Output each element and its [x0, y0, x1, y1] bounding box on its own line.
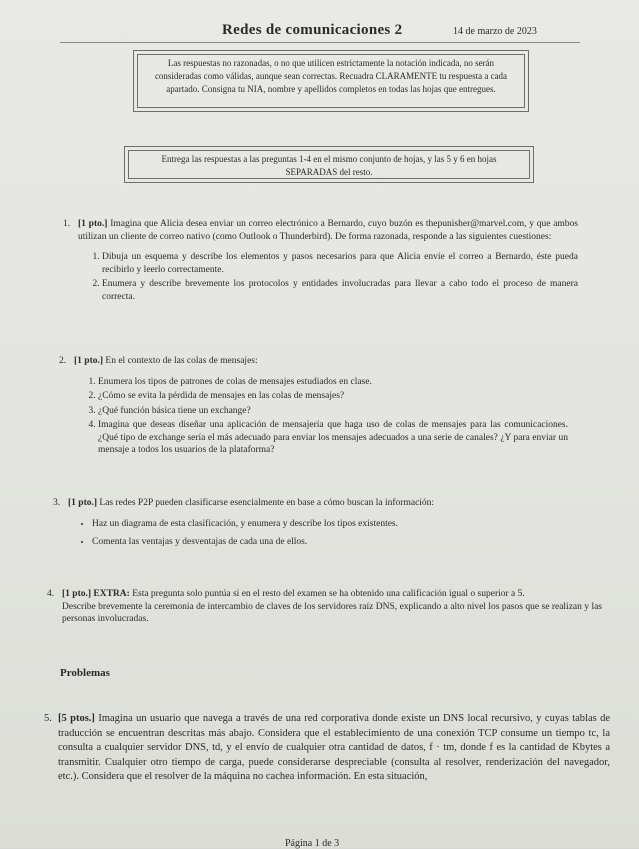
- question-points: [5 ptos.]: [58, 713, 95, 724]
- question-text: Las redes P2P pueden clasificarse esencialmente en base a cómo buscan la información:: [99, 498, 435, 508]
- question-points: [1 pto.]: [68, 498, 98, 508]
- question-statement: [58, 712, 610, 785]
- question-text: En el contexto de las colas de mensajes:: [105, 356, 258, 366]
- instructions-box: [133, 50, 529, 112]
- page-header: [0, 22, 639, 42]
- question-points: [1 pto.] EXTRA:: [62, 589, 130, 599]
- list-item: 2. ¿Cómo se evita la pérdida de mensajes en las colas de mensajes?: [98, 390, 568, 403]
- question-text: Imagina un usuario que navega a través de una red corporativa donde existe un DNS local recursivo, y cuyas tablas de traducción se encuentran descritas más abajo. Considera que el establecimiento de una conexión TCP consume un tiempo tc, la consulta a cualquier servidor DNS, td, y el envío de cualquier otra cantidad de datos, f · tm, donde f es la cantidad de Kbytes a transmitir. Cualquier otro tiempo de carga, puede considerarse despreciable (consulta al resolver, renderización del navegador, etc.). Considera que el resolver de la máquina no cachea información. En esta situación,: [58, 713, 611, 782]
- question-statement: [62, 588, 602, 601]
- question-points: [1 pto.]: [74, 356, 104, 366]
- delivery-text: Entrega las respuestas a las preguntas 1-4 en el mismo conjunto de hojas, y las 5 y 6 en hojas SEPARADAS del resto.: [128, 150, 530, 179]
- question-statement: [78, 218, 578, 243]
- question-subitems: [74, 376, 568, 457]
- question-subitems: [68, 518, 568, 549]
- question-4: [47, 588, 602, 626]
- question-3: [53, 497, 568, 555]
- question-text-extra: Describe brevemente la ceremonia de intercambio de claves de los servidores raíz DNS, explicando a alto nivel los pasos que se realizan y las personas involucradas.: [62, 601, 602, 624]
- question-number: 3.: [53, 498, 61, 508]
- instructions-text: Las respuestas no razonadas, o no que utilicen estrictamente la notación indicada, no serán consideradas como válidas, aunque sean correctas. Recuadra CLARAMENTE tu respuesta a cada apartado. Consigna tu NIA, nombre y apellidos completos en todas las hojas que entregues.: [137, 54, 525, 108]
- list-item: • Haz un diagrama de esta clasificación, y enumera y describe los tipos existentes.: [92, 518, 568, 531]
- question-1: [63, 218, 579, 305]
- question-statement: [74, 355, 568, 368]
- problem-5: [44, 712, 611, 785]
- list-item: • Comenta las ventajas y desventajas de cada una de ellos.: [92, 536, 568, 549]
- list-item: 3. ¿Qué función básica tiene un exchange?: [98, 405, 568, 418]
- list-item: 1. Enumera los tipos de patrones de colas de mensajes estudiados en clase.: [98, 376, 568, 389]
- exam-date: 14 de marzo de 2023: [453, 26, 537, 37]
- delivery-box: [124, 146, 534, 183]
- header-divider: [60, 42, 580, 43]
- question-number: 1.: [63, 219, 71, 229]
- question-text: Imagina que Alicia desea enviar un correo electrónico a Bernardo, cuyo buzón es thepunisher@marvel.com, y que ambos utilizan un cliente de correo nativo (como Outlook o Thunderbird). De forma razonada, responde a las siguientes cuestiones:: [78, 219, 579, 242]
- question-statement: [68, 497, 568, 510]
- question-subitems: [78, 251, 578, 303]
- list-item: 2. Enumera y describe brevemente los protocolos y entidades involucradas para llevar a cabo todo el proceso de manera correcta.: [102, 278, 578, 303]
- exam-title: Redes de comunicaciones 2: [222, 22, 403, 38]
- question-number: 4.: [47, 589, 55, 599]
- list-item: 1. Dibuja un esquema y describe los elementos y pasos necesarios para que Alicia envíe el correo a Bernardo, éste pueda recibirlo y leerlo correctamente.: [102, 251, 578, 276]
- page-footer: Página 1 de 3: [285, 838, 340, 849]
- question-number: 2.: [59, 356, 67, 366]
- list-item: 4. Imagina que deseas diseñar una aplicación de mensajería que haga uso de colas de mensajes para las comunicaciones. ¿Qué tipo de exchange sería el más adecuado para enviar los mensajes adecuados a una serie de canales? ¿Y para enviar un mensaje a todos los usuarios de la plataforma?: [98, 419, 568, 457]
- question-number: 5.: [44, 713, 52, 724]
- problems-heading: Problemas: [60, 667, 110, 679]
- question-text: Esta pregunta solo puntúa si en el resto del examen se ha obtenido una calificación igual o superior a 5.: [132, 589, 525, 599]
- question-2: [59, 355, 568, 459]
- question-points: [1 pto.]: [78, 219, 108, 229]
